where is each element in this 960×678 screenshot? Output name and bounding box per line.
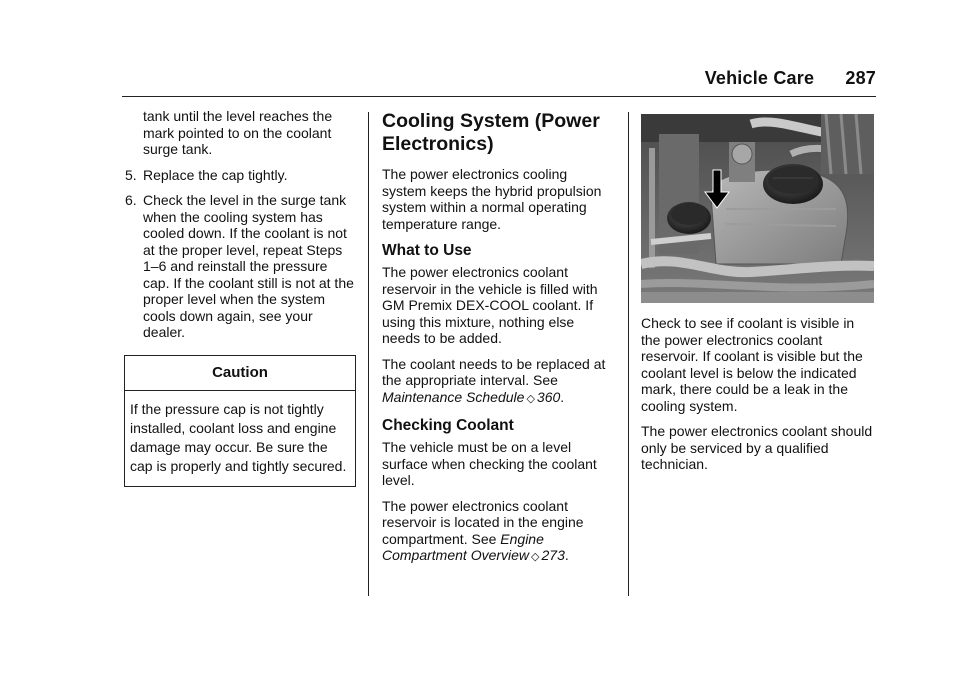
page-ref-number[interactable]: 273 xyxy=(541,547,565,563)
engine-compartment-photo-icon xyxy=(641,114,874,303)
column-2 xyxy=(382,108,614,575)
page-ref-icon: ◇ xyxy=(526,392,535,405)
step-6 xyxy=(124,192,356,341)
section-title: Vehicle Care xyxy=(704,68,815,88)
intro-paragraph: The power electronics cooling system keeps the hybrid propulsion system within a normal operating temperature range. xyxy=(382,166,602,232)
continued-paragraph: tank until the level reaches the mark pointed to on the coolant surge tank. xyxy=(143,108,333,157)
step-number: 5. xyxy=(125,166,137,183)
caution-body: If the pressure cap is not tightly installed, coolant loss and engine damage may occur. Be sure the cap is properly and tightly secured. xyxy=(130,401,347,474)
text: The coolant needs to be replaced at the appropriate interval. See xyxy=(382,355,606,388)
maintenance-schedule-link[interactable]: Maintenance Schedule xyxy=(382,388,525,405)
check-paragraph: Check to see if coolant is visible in the power electronics coolant reservoir. If coolant is visible but the coolant level is below the indicated mark, there could be a leak in the cooling system. xyxy=(641,315,863,414)
what-to-use-paragraph-1: The power electronics coolant reservoir in the vehicle is filled with GM Premix DEX-COOL coolant. If using this mixture, nothing else needs to be added. xyxy=(382,264,598,346)
step-5 xyxy=(124,167,356,184)
column-divider-2 xyxy=(628,112,629,596)
section-heading: Cooling System (Power Electronics) xyxy=(382,110,600,155)
column-1 xyxy=(124,108,356,487)
subheading-what-to-use: What to Use xyxy=(382,242,472,259)
subheading-checking-coolant: Checking Coolant xyxy=(382,417,514,434)
page-ref-icon: ◇ xyxy=(531,551,540,563)
checking-paragraph-2 xyxy=(382,498,614,566)
checking-paragraph-1: The vehicle must be on a level surface when checking the coolant level. xyxy=(382,439,597,488)
step-number: 6. xyxy=(125,192,137,208)
column-3 xyxy=(641,108,874,482)
text: The power electronics coolant reservoir is located in the engine compartment. See xyxy=(382,497,584,547)
text: . xyxy=(560,388,565,405)
caution-box xyxy=(124,355,356,488)
column-divider-1 xyxy=(368,112,369,596)
page-number: 287 xyxy=(845,68,876,88)
what-to-use-paragraph-2 xyxy=(382,356,614,408)
step-text: Replace the cap tightly. xyxy=(143,166,288,183)
page-ref-number[interactable]: 360 xyxy=(536,388,561,405)
header-rule xyxy=(122,96,876,97)
engine-compartment-overview-link[interactable]: Engine Compartment Overview xyxy=(382,530,544,563)
page-header xyxy=(705,68,876,89)
text: . xyxy=(564,547,569,563)
service-paragraph: The power electronics coolant should only be serviced by a qualified technician. xyxy=(641,423,873,472)
step-text: Check the level in the surge tank when the cooling system has cooled down. If the coolant is not at the proper level, repeat Steps 1–6 and reinstall the pressure cap. If the coolant still is not at the proper level when the system cools down again, see your dealer. xyxy=(143,192,354,340)
caution-title: Caution xyxy=(125,356,355,392)
